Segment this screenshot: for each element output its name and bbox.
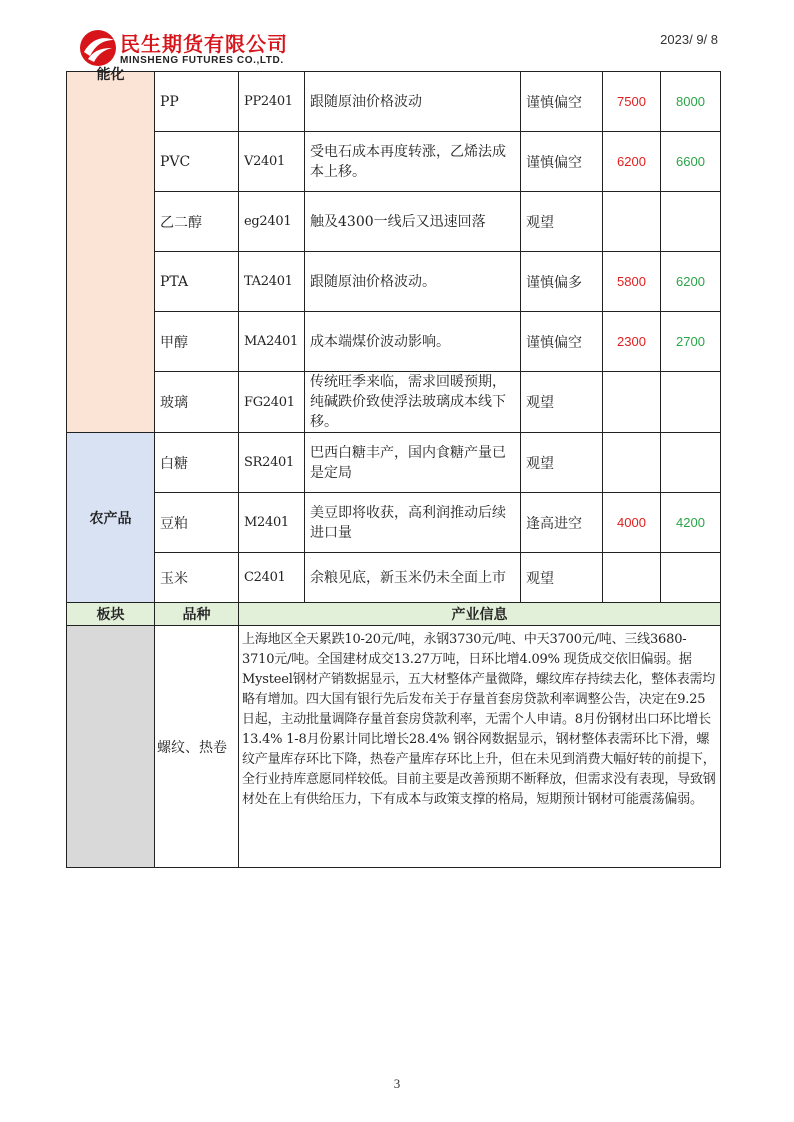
page-header [0,0,794,72]
variety-desc: 受电石成本再度转涨，乙烯法成本上移。 [305,132,521,192]
variety-opinion: 观望 [521,372,603,433]
table-row [67,72,721,132]
contract-code: FG2401 [239,372,305,433]
table-row [67,433,721,493]
variety-name: PP [155,72,239,132]
price-high [661,433,721,493]
variety-opinion: 谨慎偏空 [521,312,603,372]
company-name-en: MINSHENG FUTURES CO.,LTD. [120,55,284,66]
price-low: 7500 [603,72,661,132]
table-row [67,132,721,192]
info-header-row [67,603,721,626]
contract-code: M2401 [239,493,305,553]
table-row [67,553,721,603]
price-high [661,553,721,603]
variety-name: 白糖 [155,433,239,493]
variety-name: 玉米 [155,553,239,603]
category-energy: 能化 [67,72,155,433]
price-high: 6200 [661,252,721,312]
contract-code: C2401 [239,553,305,603]
header-variety: 品种 [155,603,239,626]
price-low [603,192,661,252]
minsheng-logo-icon [78,28,118,68]
table-row [67,192,721,252]
table-row [67,493,721,553]
variety-desc: 美豆即将收获，高利润推动后续进口量 [305,493,521,553]
variety-desc: 余粮见底，新玉米仍未全面上市 [305,553,521,603]
variety-name: PTA [155,252,239,312]
info-variety: 螺纹、热卷 [155,626,239,868]
price-low [603,433,661,493]
price-low: 2300 [603,312,661,372]
header-sector: 板块 [67,603,155,626]
variety-desc: 跟随原油价格波动。 [305,252,521,312]
price-high [661,372,721,433]
variety-desc: 传统旺季来临，需求回暖预期，纯碱跌价致使浮法玻璃成本线下移。 [305,372,521,433]
price-high: 2700 [661,312,721,372]
price-high: 6600 [661,132,721,192]
table-row [67,252,721,312]
variety-name: 玻璃 [155,372,239,433]
price-high: 8000 [661,72,721,132]
company-name-cn: 民生期货有限公司 [120,32,288,56]
contract-code: SR2401 [239,433,305,493]
price-low: 6200 [603,132,661,192]
report-date: 2023/ 9/ 8 [660,32,718,47]
variety-opinion: 谨慎偏多 [521,252,603,312]
variety-desc: 触及4300一线后又迅速回落 [305,192,521,252]
price-high [661,192,721,252]
variety-opinion: 谨慎偏空 [521,72,603,132]
contract-code: MA2401 [239,312,305,372]
info-row [67,626,721,868]
info-text: 上海地区全天累跌10-20元/吨，永钢3730元/吨、中天3700元/吨、三线3680-3710元/吨。全国建材成交13.27万吨，日环比增4.09% 现货成交依旧偏弱。据Mysteel钢材产销数据显示，五大材整体产量微降，螺纹库存持续去化，整体表需均略有增加。四大国有银行先后发布关于存量首套房贷款利率调整公告，决定在9.25日起，主动批量调降存量首套房贷款利率，无需个人申请。8月份钢材出口环比增长13.4% 1-8月份累计同比增长28.4% 钢谷网数据显示，钢材整体表需环比下滑，螺纹产量库存环比下降，热卷产量库存环比上升，但在未见到消费大幅好转的前提下，全行业持库意愿同样较低。目前主要是改善预期不断释放，但需求没有表现，导致钢材处在上有供给压力，下有成本与政策支撑的格局，短期预计钢材可能震荡偏弱。 [239,626,721,868]
table-row [67,312,721,372]
variety-desc: 成本端煤价波动影响。 [305,312,521,372]
variety-name: 豆粕 [155,493,239,553]
contract-code: TA2401 [239,252,305,312]
category-agri: 农产品 [67,433,155,603]
contract-code: V2401 [239,132,305,192]
variety-opinion: 观望 [521,433,603,493]
variety-name: 甲醇 [155,312,239,372]
variety-desc: 跟随原油价格波动 [305,72,521,132]
price-low [603,553,661,603]
info-sector [67,626,155,868]
variety-name: 乙二醇 [155,192,239,252]
variety-opinion: 观望 [521,192,603,252]
page-number: 3 [393,1076,401,1091]
variety-opinion: 观望 [521,553,603,603]
variety-name: PVC [155,132,239,192]
price-low: 5800 [603,252,661,312]
contract-code: eg2401 [239,192,305,252]
price-high: 4200 [661,493,721,553]
variety-desc: 巴西白糖丰产，国内食糖产量已是定局 [305,433,521,493]
table-row [67,372,721,433]
variety-opinion: 谨慎偏空 [521,132,603,192]
header-info: 产业信息 [239,603,721,626]
variety-opinion: 逢高进空 [521,493,603,553]
contract-code: PP2401 [239,72,305,132]
price-low [603,372,661,433]
price-low: 4000 [603,493,661,553]
futures-table [66,67,721,868]
